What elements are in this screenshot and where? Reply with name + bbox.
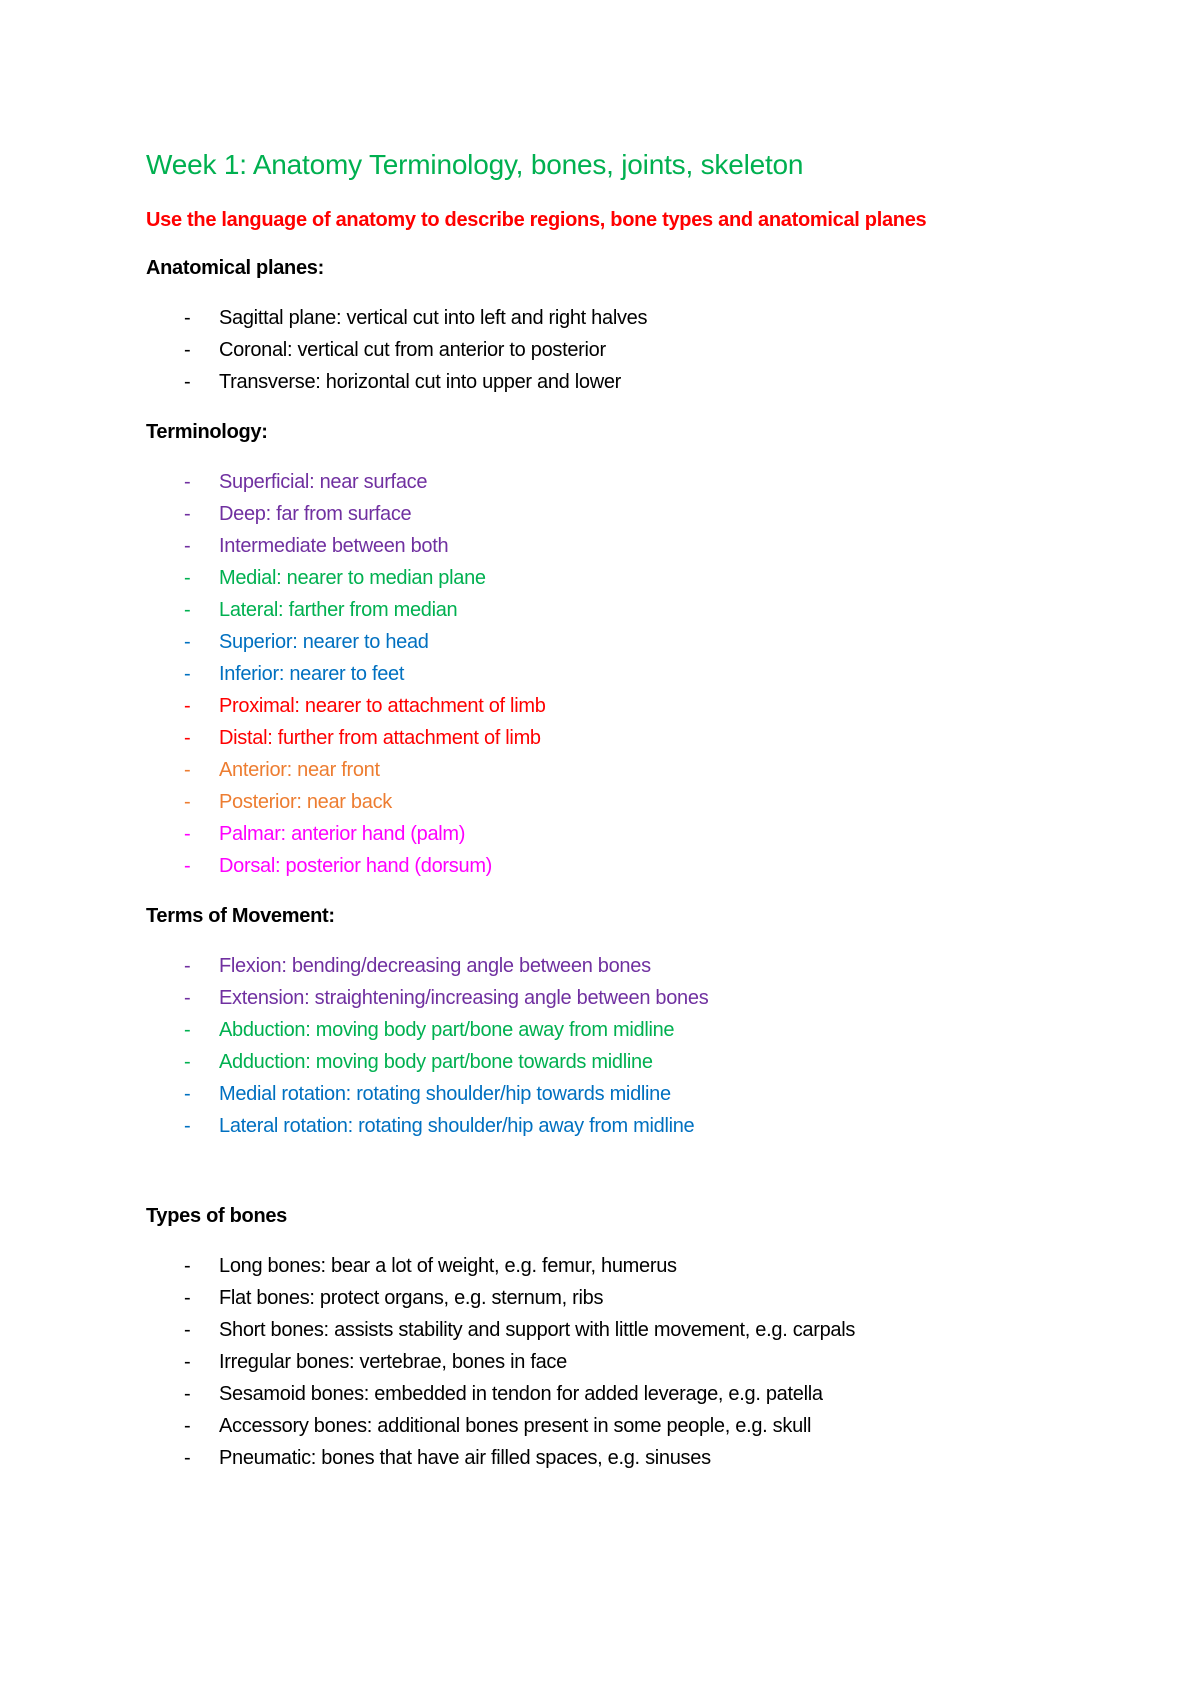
list-item-text: Dorsal: posterior hand (dorsum) (219, 855, 493, 877)
list-item-text: Irregular bones: vertebrae, bones in face (219, 1351, 567, 1373)
list-item (146, 722, 1146, 754)
bullet-dash-icon: - (184, 759, 191, 781)
list-item-text: Pneumatic: bones that have air filled spaces, e.g. sinuses (219, 1447, 711, 1469)
list-item (146, 1282, 1146, 1314)
list-item-text: Sesamoid bones: embedded in tendon for added leverage, e.g. patella (219, 1383, 823, 1405)
section-heading-terminology: Terminology: (146, 421, 268, 443)
page-title: Week 1: Anatomy Terminology, bones, joints, skeleton (146, 149, 804, 180)
list-item-text: Transverse: horizontal cut into upper and lower (219, 371, 622, 393)
bullet-dash-icon: - (184, 1319, 191, 1341)
list-item (146, 1078, 1146, 1110)
list-item (146, 498, 1146, 530)
list-item (146, 1378, 1146, 1410)
list-item (146, 1110, 1146, 1142)
list-item (146, 690, 1146, 722)
list-item-text: Abduction: moving body part/bone away from midline (219, 1019, 675, 1041)
list-item-text: Posterior: near back (219, 791, 392, 813)
bullet-dash-icon: - (184, 823, 191, 845)
list-item-text: Intermediate between both (219, 535, 449, 557)
bullet-dash-icon: - (184, 695, 191, 717)
list-item (146, 626, 1146, 658)
list-item (146, 982, 1146, 1014)
list-item-text: Sagittal plane: vertical cut into left and right halves (219, 307, 648, 329)
list-item-text: Inferior: nearer to feet (219, 663, 405, 685)
list-item (146, 594, 1146, 626)
section-list-anatomical-planes (146, 302, 1146, 398)
bullet-dash-icon: - (184, 339, 191, 361)
bullet-dash-icon: - (184, 663, 191, 685)
list-item-text: Accessory bones: additional bones present in some people, e.g. skull (219, 1415, 812, 1437)
section-list-terms-of-movement (146, 950, 1146, 1142)
bullet-dash-icon: - (184, 1083, 191, 1105)
list-item (146, 818, 1146, 850)
bullet-dash-icon: - (184, 471, 191, 493)
section-heading-terms-of-movement: Terms of Movement: (146, 905, 335, 927)
bullet-dash-icon: - (184, 1115, 191, 1137)
list-item (146, 1250, 1146, 1282)
bullet-dash-icon: - (184, 855, 191, 877)
list-item-text: Adduction: moving body part/bone towards midline (219, 1051, 653, 1073)
list-item-text: Flat bones: protect organs, e.g. sternum, ribs (219, 1287, 604, 1309)
list-item-text: Distal: further from attachment of limb (219, 727, 541, 749)
list-item-text: Proximal: nearer to attachment of limb (219, 695, 546, 717)
list-item (146, 562, 1146, 594)
list-item-text: Lateral: farther from median (219, 599, 458, 621)
list-item (146, 658, 1146, 690)
list-item (146, 530, 1146, 562)
list-item-text: Deep: far from surface (219, 503, 412, 525)
list-item (146, 1014, 1146, 1046)
bullet-dash-icon: - (184, 791, 191, 813)
bullet-dash-icon: - (184, 307, 191, 329)
bullet-dash-icon: - (184, 987, 191, 1009)
learning-objective: Use the language of anatomy to describe regions, bone types and anatomical planes (146, 209, 927, 231)
list-item-text: Extension: straightening/increasing angle between bones (219, 987, 709, 1009)
list-item-text: Superior: nearer to head (219, 631, 429, 653)
bullet-dash-icon: - (184, 1019, 191, 1041)
list-item (146, 1046, 1146, 1078)
list-item (146, 1314, 1146, 1346)
bullet-dash-icon: - (184, 955, 191, 977)
bullet-dash-icon: - (184, 535, 191, 557)
bullet-dash-icon: - (184, 1255, 191, 1277)
list-item (146, 1442, 1146, 1474)
list-item (146, 366, 1146, 398)
list-item (146, 1410, 1146, 1442)
list-item (146, 754, 1146, 786)
bullet-dash-icon: - (184, 727, 191, 749)
bullet-dash-icon: - (184, 567, 191, 589)
list-item (146, 334, 1146, 366)
bullet-dash-icon: - (184, 371, 191, 393)
list-item (146, 466, 1146, 498)
list-item (146, 850, 1146, 882)
list-item-text: Coronal: vertical cut from anterior to posterior (219, 339, 606, 361)
section-list-types-of-bones (146, 1250, 1146, 1474)
list-item-text: Anterior: near front (219, 759, 380, 781)
section-spacer (146, 1164, 1146, 1204)
list-item-text: Medial: nearer to median plane (219, 567, 486, 589)
list-item-text: Lateral rotation: rotating shoulder/hip away from midline (219, 1115, 695, 1137)
bullet-dash-icon: - (184, 1287, 191, 1309)
list-item-text: Flexion: bending/decreasing angle between bones (219, 955, 651, 977)
section-list-terminology (146, 466, 1146, 882)
list-item (146, 950, 1146, 982)
bullet-dash-icon: - (184, 1051, 191, 1073)
list-item-text: Medial rotation: rotating shoulder/hip towards midline (219, 1083, 671, 1105)
list-item-text: Superficial: near surface (219, 471, 428, 493)
list-item-text: Palmar: anterior hand (palm) (219, 823, 466, 845)
section-heading-types-of-bones: Types of bones (146, 1205, 288, 1227)
bullet-dash-icon: - (184, 503, 191, 525)
section-heading-anatomical-planes: Anatomical planes: (146, 257, 324, 279)
list-item (146, 302, 1146, 334)
list-item-text: Long bones: bear a lot of weight, e.g. femur, humerus (219, 1255, 677, 1277)
list-item (146, 786, 1146, 818)
bullet-dash-icon: - (184, 631, 191, 653)
list-item (146, 1346, 1146, 1378)
bullet-dash-icon: - (184, 1351, 191, 1373)
list-item-text: Short bones: assists stability and support with little movement, e.g. carpals (219, 1319, 856, 1341)
bullet-dash-icon: - (184, 1415, 191, 1437)
bullet-dash-icon: - (184, 1447, 191, 1469)
bullet-dash-icon: - (184, 1383, 191, 1405)
bullet-dash-icon: - (184, 599, 191, 621)
document-page (146, 148, 1146, 1496)
sections-container (146, 256, 1146, 1474)
